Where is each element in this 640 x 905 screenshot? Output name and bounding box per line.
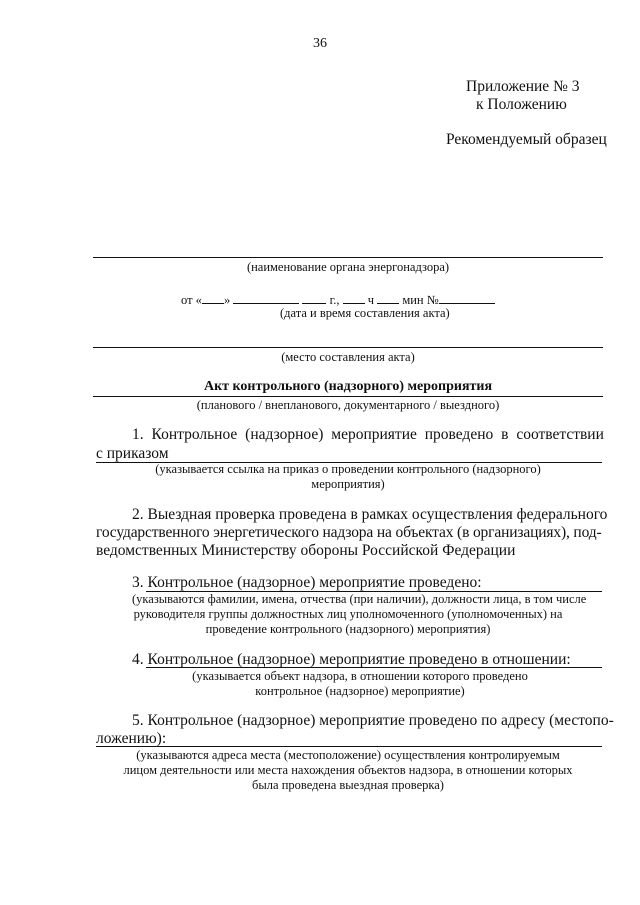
item-4-underline: [146, 667, 602, 668]
item-5-underline: [96, 746, 602, 747]
item-4-caption-1: (указывается объект надзора, в отношении которого проведено: [192, 669, 528, 683]
year-label: г.,: [329, 293, 340, 307]
date-from-label: от «: [181, 293, 202, 307]
item-5-line-2: ложению):: [96, 730, 167, 747]
item-3-caption-1: (указываются фамилии, имена, отчества (при наличии), должности лица, в том числе: [132, 592, 587, 606]
item-5-caption-3: была проведена выездная проверка): [252, 778, 444, 792]
year-blank: [302, 291, 326, 304]
item-5-line-1: 5. Контрольное (надзорное) мероприятие проведено по адресу (местопо-: [132, 712, 614, 729]
item-5-caption-2: лицом деятельности или места нахождения объектов надзора, в отношении которых: [123, 763, 573, 777]
appendix-number: Приложение № 3: [466, 78, 580, 95]
appendix-to-regulation: к Положению: [476, 96, 567, 113]
month-blank: [233, 291, 299, 304]
item-2-line-1: 2. Выездная проверка проведена в рамках осуществления федерального: [132, 506, 608, 523]
hour-label: ч: [367, 293, 375, 307]
page-number: 36: [313, 36, 327, 51]
item-1-caption-1: (указывается ссылка на приказ о проведении контрольного (надзорного): [155, 462, 541, 476]
item-3-line: 3. Контрольное (надзорное) мероприятие проведено:: [132, 574, 482, 591]
item-1-line-1: 1. Контрольное (надзорное) мероприятие проведено в соответствии: [132, 426, 604, 443]
day-blank: [202, 291, 224, 304]
hour-blank: [343, 291, 365, 304]
minute-number-label: мин №: [402, 293, 439, 307]
item-1-line-2: с приказом: [96, 445, 169, 462]
item-2-line-2: государственного энергетического надзора на объектах (в организациях), под-: [96, 524, 602, 541]
item-3-caption-3: проведение контрольного (надзорного) мероприятия): [205, 622, 491, 636]
act-title: Акт контрольного (надзорного) мероприятия: [203, 379, 493, 394]
item-2-line-3: ведомственных Министерству обороны Российской Федерации: [96, 542, 516, 559]
act-subtitle: (планового / внепланового, документарного / выездного): [196, 398, 500, 412]
date-quote: »: [223, 293, 231, 307]
act-title-line: [93, 396, 603, 397]
item-5-caption-1: (указываются адреса места (местоположение) осуществления контролируемым: [136, 748, 560, 762]
act-number-blank: [439, 291, 495, 304]
organ-name-caption: (наименование органа энергонадзора): [246, 260, 450, 274]
item-4-caption-2: контрольное (надзорное) мероприятие): [255, 684, 465, 698]
sample-label: Рекомендуемый образец: [446, 131, 607, 148]
organ-name-line: [93, 257, 603, 258]
minute-blank: [377, 291, 399, 304]
item-1-caption-2: мероприятия): [311, 477, 385, 491]
place-caption: (место составления акта): [281, 350, 415, 364]
date-time-caption: (дата и время составления акта): [280, 306, 450, 320]
item-3-caption-2: руководителя группы должностных лиц уполномоченного (уполномоченных) на: [133, 607, 563, 621]
item-4-line: 4. Контрольное (надзорное) мероприятие проведено в отношении:: [132, 651, 571, 668]
place-line: [93, 347, 603, 348]
